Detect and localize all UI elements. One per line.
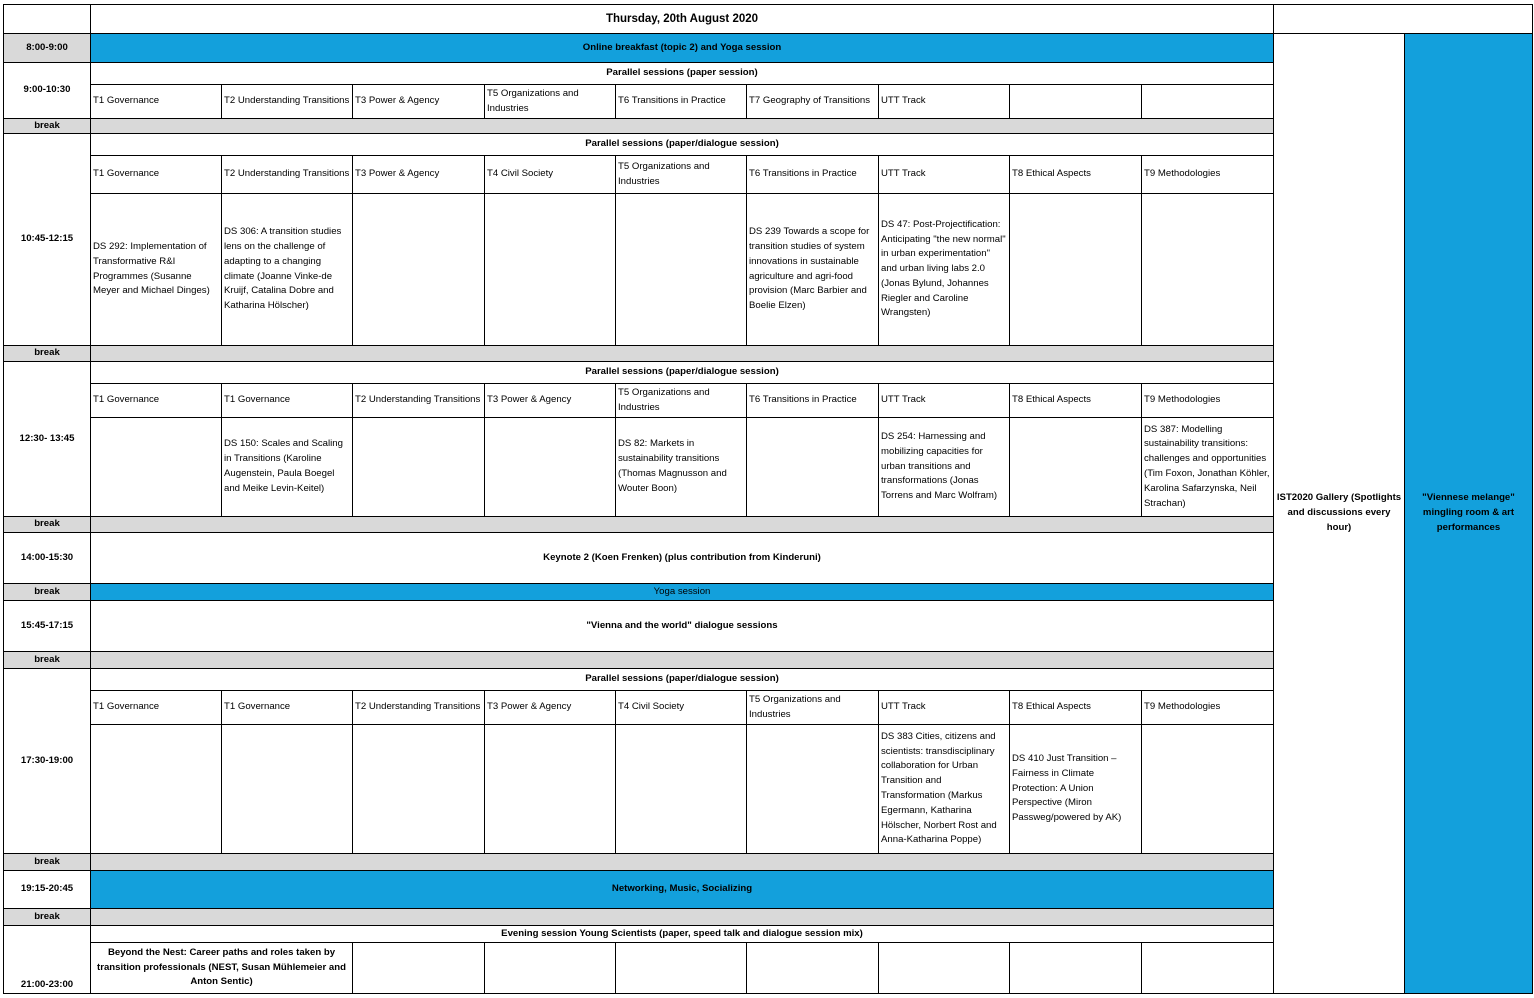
row-time-2: 9:00-10:30 xyxy=(3,62,91,119)
break-label-6: break xyxy=(3,853,91,871)
session-desc-3 xyxy=(615,193,747,346)
track-label-4: T2 Understanding Transitions xyxy=(352,383,485,418)
break-bar-7 xyxy=(90,908,1274,926)
session-header-2: Parallel sessions (paper session) xyxy=(90,62,1274,85)
melange-column: "Viennese melange" mingling room & art performances xyxy=(1404,33,1533,994)
row-time-8: 17:30-19:00 xyxy=(3,668,91,854)
track-label-2: T1 Governance xyxy=(90,84,222,119)
track-label-2: T5 Organizations and Industries xyxy=(484,84,616,119)
break-bar-2 xyxy=(90,345,1274,362)
session-desc-8 xyxy=(90,724,222,854)
track-label-2 xyxy=(1009,84,1142,119)
evening-empty-cell xyxy=(352,942,485,994)
session-desc-4: DS 150: Scales and Scaling in Transitions (Karoline Augenstein, Paula Boegel and Meike Levin-Keitel) xyxy=(221,417,353,517)
session-desc-3 xyxy=(352,193,485,346)
break-bar-1 xyxy=(90,118,1274,134)
row-time-4: 12:30- 13:45 xyxy=(3,361,91,517)
session-desc-3: DS 47: Post-Projectification: Anticipating "the new normal" in urban experimentation" and urban living labs 2.0 (Jonas Bylund, Johannes Riegler and Caroline Wrangsten) xyxy=(878,193,1010,346)
session-desc-4 xyxy=(90,417,222,517)
track-label-3: T6 Transitions in Practice xyxy=(746,155,879,194)
track-label-8: T3 Power & Agency xyxy=(484,690,616,725)
session-desc-8 xyxy=(352,724,485,854)
session-desc-4 xyxy=(484,417,616,517)
track-label-8: T2 Understanding Transitions xyxy=(352,690,485,725)
session-desc-3 xyxy=(1009,193,1142,346)
page-title: Thursday, 20th August 2020 xyxy=(90,4,1274,34)
row-time-1: 8:00-9:00 xyxy=(3,33,91,63)
evening-empty-cell xyxy=(484,942,616,994)
track-label-2: T3 Power & Agency xyxy=(352,84,485,119)
session-desc-8: DS 383 Cities, citizens and scientists: transdisciplinary collaboration for Urban Transition and Transformation (Markus Egermann, Katharina Hölscher, Norbert Rost and Anna-Katharina Poppe) xyxy=(878,724,1010,854)
breakfast-banner: Online breakfast (topic 2) and Yoga session xyxy=(90,33,1274,63)
session-desc-4 xyxy=(352,417,485,517)
evening-header: Evening session Young Scientists (paper, speed talk and dialogue session mix) xyxy=(90,925,1274,943)
session-desc-8 xyxy=(615,724,747,854)
break-label-3: break xyxy=(3,516,91,533)
break-label-5: break xyxy=(3,651,91,669)
track-label-3: T3 Power & Agency xyxy=(352,155,485,194)
session-desc-3 xyxy=(1141,193,1274,346)
row-time-9: 19:15-20:45 xyxy=(3,870,91,909)
session-desc-3 xyxy=(484,193,616,346)
track-label-4: T5 Organizations and Industries xyxy=(615,383,747,418)
track-label-3: T9 Methodologies xyxy=(1141,155,1274,194)
session-header-8: Parallel sessions (paper/dialogue session) xyxy=(90,668,1274,691)
track-label-2: T7 Geography of Transitions xyxy=(746,84,879,119)
networking-banner: Networking, Music, Socializing xyxy=(90,870,1274,909)
session-desc-8: DS 410 Just Transition – Fairness in Climate Protection: A Union Perspective (Miron Passweg/powered by AK) xyxy=(1009,724,1142,854)
evening-empty-cell xyxy=(1141,942,1274,994)
evening-empty-cell xyxy=(746,942,879,994)
keynote-row: Keynote 2 (Koen Frenken) (plus contribution from Kinderuni) xyxy=(90,532,1274,584)
track-label-4: T6 Transitions in Practice xyxy=(746,383,879,418)
break-bar-6 xyxy=(90,853,1274,871)
title-side-cell xyxy=(1273,4,1533,34)
break-label-7: break xyxy=(3,908,91,926)
break-bar-5 xyxy=(90,651,1274,669)
track-label-3: T5 Organizations and Industries xyxy=(615,155,747,194)
gallery-column: IST2020 Gallery (Spotlights and discussions every hour) xyxy=(1273,33,1405,994)
session-desc-4: DS 82: Markets in sustainability transitions (Thomas Magnusson and Wouter Boon) xyxy=(615,417,747,517)
session-desc-3: DS 306: A transition studies lens on the challenge of adapting to a changing climate (Joanne Vinke-de Kruijf, Catalina Dobre and Katharina Hölscher) xyxy=(221,193,353,346)
break-label-2: break xyxy=(3,345,91,362)
vienna-dialogue-row: "Vienna and the world" dialogue sessions xyxy=(90,600,1274,652)
session-header-4: Parallel sessions (paper/dialogue session) xyxy=(90,361,1274,384)
track-label-3: T2 Understanding Transitions xyxy=(221,155,353,194)
break-label-1: break xyxy=(3,118,91,134)
track-label-2: T6 Transitions in Practice xyxy=(615,84,747,119)
track-label-3: T1 Governance xyxy=(90,155,222,194)
track-label-8: T1 Governance xyxy=(221,690,353,725)
track-label-4: UTT Track xyxy=(878,383,1010,418)
track-label-2: UTT Track xyxy=(878,84,1010,119)
track-label-8: UTT Track xyxy=(878,690,1010,725)
track-label-8: T8 Ethical Aspects xyxy=(1009,690,1142,725)
session-desc-4 xyxy=(746,417,879,517)
evening-empty-cell xyxy=(1009,942,1142,994)
track-label-4: T9 Methodologies xyxy=(1141,383,1274,418)
track-label-4: T1 Governance xyxy=(221,383,353,418)
track-label-8: T1 Governance xyxy=(90,690,222,725)
track-label-8: T9 Methodologies xyxy=(1141,690,1274,725)
evening-empty-cell xyxy=(615,942,747,994)
session-header-3: Parallel sessions (paper/dialogue session) xyxy=(90,133,1274,156)
evening-first-session: Beyond the Nest: Career paths and roles taken by transition professionals (NEST, Susan Mühlemeier and Anton Sentic) xyxy=(90,942,353,994)
corner-cell xyxy=(3,4,91,34)
track-label-8: T4 Civil Society xyxy=(615,690,747,725)
track-label-3: T4 Civil Society xyxy=(484,155,616,194)
track-label-4: T1 Governance xyxy=(90,383,222,418)
session-desc-3: DS 292: Implementation of Transformative R&I Programmes (Susanne Meyer and Michael Dinges) xyxy=(90,193,222,346)
row-time-7: 15:45-17:15 xyxy=(3,600,91,652)
session-desc-4: DS 387: Modelling sustainability transitions: challenges and opportunities (Tim Foxon, Jonathan Köhler, Karolina Safarzynska, Neil Strachan) xyxy=(1141,417,1274,517)
session-desc-8 xyxy=(746,724,879,854)
session-desc-8 xyxy=(484,724,616,854)
track-label-3: UTT Track xyxy=(878,155,1010,194)
track-label-4: T8 Ethical Aspects xyxy=(1009,383,1142,418)
session-desc-4 xyxy=(1009,417,1142,517)
break-bar-3 xyxy=(90,516,1274,533)
session-desc-8 xyxy=(1141,724,1274,854)
evening-empty-cell xyxy=(878,942,1010,994)
session-desc-3: DS 239 Towards a scope for transition studies of system innovations in sustainable agriculture and agri-food provision (Marc Barbier and Boelie Elzen) xyxy=(746,193,879,346)
track-label-3: T8 Ethical Aspects xyxy=(1009,155,1142,194)
track-label-4: T3 Power & Agency xyxy=(484,383,616,418)
yoga-banner: Yoga session xyxy=(90,583,1274,601)
track-label-2: T2 Understanding Transitions xyxy=(221,84,353,119)
break-label-4: break xyxy=(3,583,91,601)
row-time-3: 10:45-12:15 xyxy=(3,133,91,346)
session-desc-8 xyxy=(221,724,353,854)
track-label-8: T5 Organizations and Industries xyxy=(746,690,879,725)
track-label-2 xyxy=(1141,84,1274,119)
row-time-5: 14:00-15:30 xyxy=(3,532,91,584)
session-desc-4: DS 254: Harnessing and mobilizing capacities for urban transitions and transformations (Jonas Torrens and Marc Wolfram) xyxy=(878,417,1010,517)
row-time-10: 21:00-23:00 xyxy=(3,925,91,994)
